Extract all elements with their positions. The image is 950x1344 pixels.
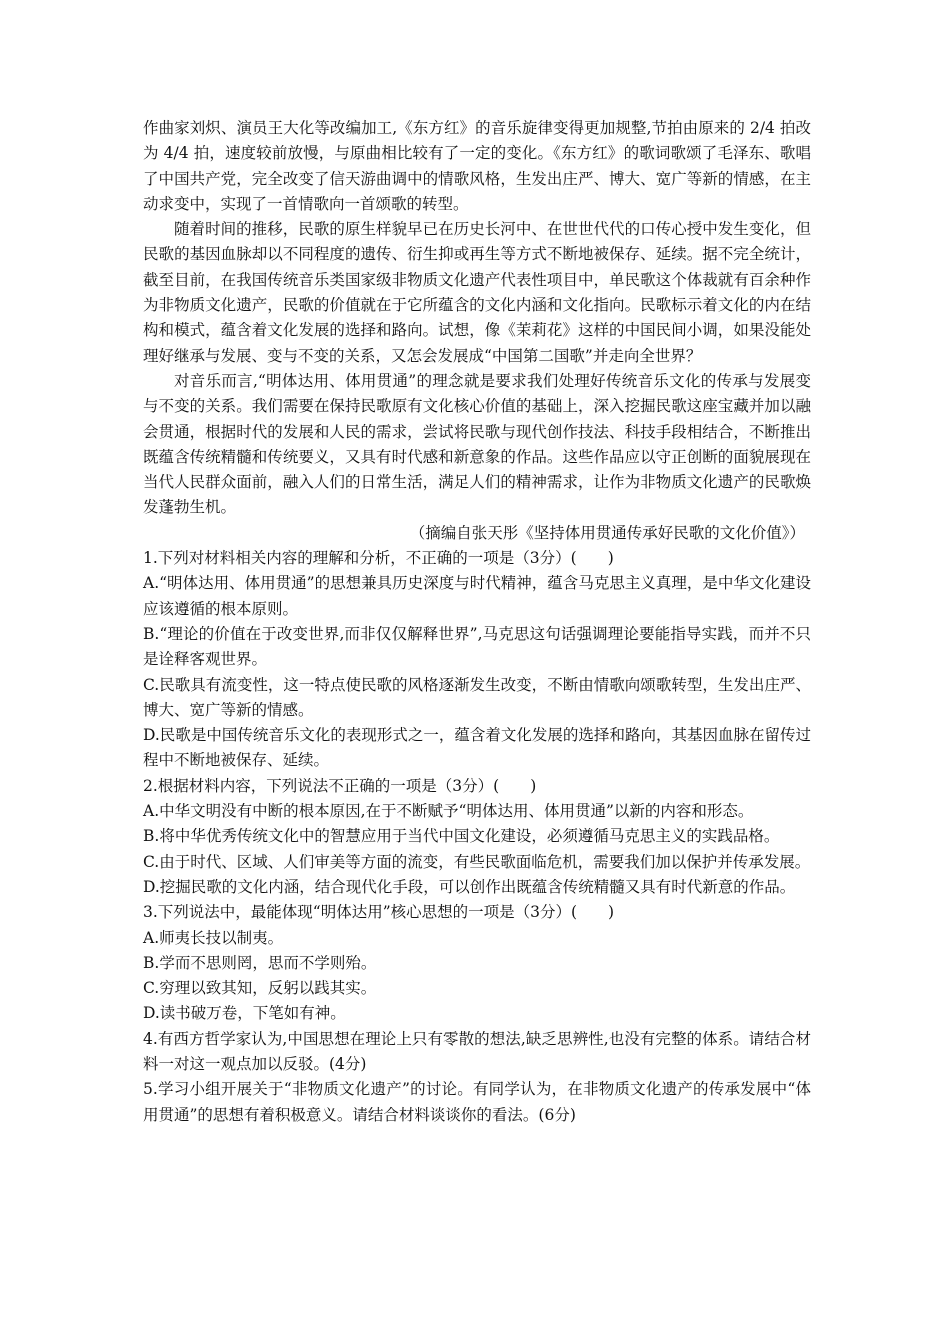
option-b: B.将中华优秀传统文化中的智慧应用于当代中国文化建设，必须遵循马克思主义的实践品格。	[143, 827, 780, 846]
question-3	[143, 900, 811, 1026]
question-5	[143, 1077, 811, 1128]
option-c: C.民歌具有流变性，这一特点使民歌的风格逐渐发生改变，不断由情歌向颂歌转型，生发出庄严、博大、宽广等新的情感。	[143, 675, 811, 719]
option-a: A.“明体达用、体用贯通”的思想兼具历史深度与时代精神，蕴含马克思主义真理，是中华文化建设应该遵循的根本原则。	[143, 574, 811, 618]
option-c: C.穷理以致其知，反躬以践其实。	[143, 979, 377, 998]
exam-page	[143, 116, 811, 1128]
option-d: D.民歌是中国传统音乐文化的表现形式之一，蕴含着文化发展的选择和路向，其基因血脉在留传过程中不断地被保存、延续。	[143, 726, 811, 770]
option-b: B.“理论的价值在于改变世界,而非仅仅解释世界”,马克思这句话强调理论要能指导实践，而并不只是诠释客观世界。	[143, 624, 811, 669]
question-section	[143, 546, 811, 1128]
question-stem: 4.有西方哲学家认为,中国思想在理论上只有零散的想法,缺乏思辨性,也没有完整的体系。请结合材料一对这一观点加以反驳。(4分)	[143, 1029, 811, 1073]
option-c: C.由于时代、区域、人们审美等方面的流变，有些民歌面临危机，需要我们加以保护并传承发展。	[143, 852, 811, 871]
option-b: B.学而不思则罔，思而不学则殆。	[143, 953, 377, 972]
question-4	[143, 1027, 811, 1078]
option-d: D.读书破万卷，下笔如有神。	[143, 1004, 346, 1023]
question-stem: 2.根据材料内容，下列说法不正确的一项是（3分）( )	[143, 776, 537, 795]
passage-paragraph: 随着时间的推移，民歌的原生样貌早已在历史长河中、在世世代代的口传心授中发生变化，但民歌的基因血脉却以不同程度的遗传、衍生抑或再生等方式不断地被保存、延续。据不完全统计，截至目前，在我国传统音乐类国家级非物质文化遗产代表性项目中，单民歌这个体裁就有百余种作为非物质文化遗产，民歌的价值就在于它所蕴含的文化内涵和文化指向。民歌标示着文化的内在结构和模式，蕴含着文化发展的选择和路向。试想，像《茉莉花》这样的中国民间小调，如果没能处理好继承与发展、变与不变的关系，又怎会发展成“中国第二国歌”并走向全世界？	[143, 220, 811, 365]
option-a: A.中华文明没有中断的根本原因,在于不断赋予“明体达用、体用贯通”以新的内容和形态。	[143, 802, 754, 821]
passage-paragraph: 对音乐而言,“明体达用、体用贯通”的理念就是要求我们处理好传统音乐文化的传承与发展变与不变的关系。我们需要在保持民歌原有文化核心价值的基础上，深入挖掘民歌这座宝藏并加以融会贯通，根据时代的发展和人民的需求，尝试将民歌与现代创作技法、科技手段相结合，不断推出既蕴含传统精髓和传统要义，又具有时代感和新意象的作品。这些作品应以守正创断的面貌展现在当代人民群众面前，融入人们的日常生活，满足人们的精神需求，让作为非物质文化遗产的民歌焕发蓬勃生机。	[143, 371, 811, 517]
question-2	[143, 774, 811, 900]
option-d: D.挖掘民歌的文化内涵，结合现代化手段，可以创作出既蕴含传统精髓又具有时代新意的作品。	[143, 877, 796, 896]
passage-source: （摘编自张天彤《坚持体用贯通传承好民歌的文化价值》）	[409, 523, 805, 542]
question-stem: 5.学习小组开展关于“非物质文化遗产”的讨论。有同学认为，在非物质文化遗产的传承发展中“体用贯通”的思想有着积极意义。请结合材料谈谈你的看法。(6分)	[143, 1080, 811, 1124]
reading-passage	[143, 116, 811, 546]
question-stem: 1.下列对材料相关内容的理解和分析，不正确的一项是（3分）( )	[143, 549, 614, 568]
passage-paragraph: 作曲家刘炽、演员王大化等改编加工,《东方红》的音乐旋律变得更加规整,节拍由原来的 2/4 拍改为 4/4 拍，速度较前放慢，与原曲相比较有了一定的变化。《东方红》的歌词歌颂了毛泽东、歌唱了中国共产党，完全改变了信天游曲调中的情歌风格，生发出庄严、博大、宽广等新的情感，在主动求变中，实现了一首情歌向一首颂歌的转型。	[143, 119, 811, 213]
question-stem: 3.下列说法中，最能体现“明体达用”核心思想的一项是（3分）( )	[143, 903, 615, 922]
option-a: A.师夷长技以制夷。	[143, 928, 284, 947]
question-1	[143, 546, 811, 774]
